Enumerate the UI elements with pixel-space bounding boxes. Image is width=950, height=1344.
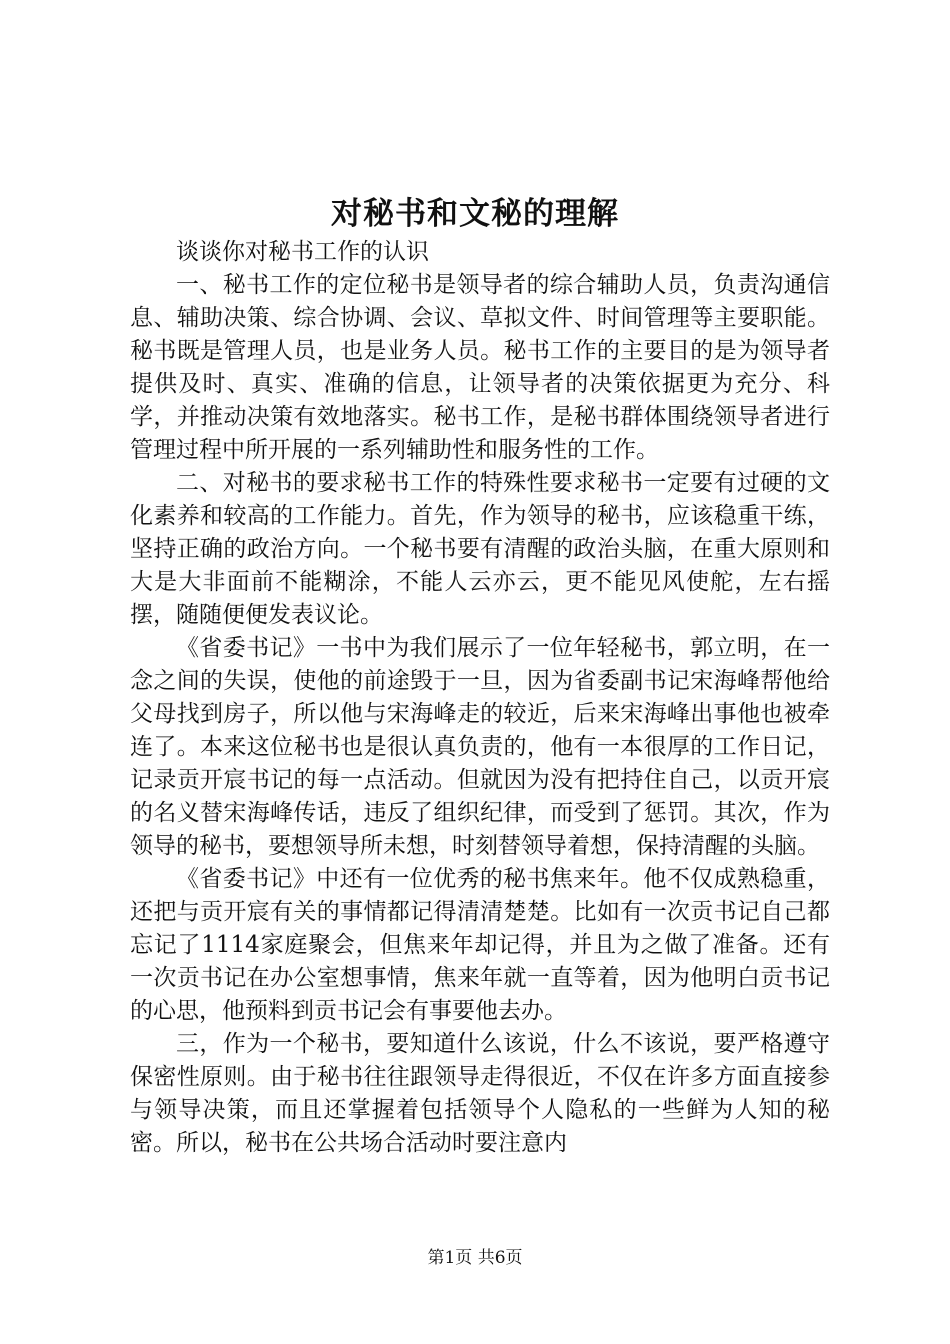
paragraph-2: 一、秘书工作的定位秘书是领导者的综合辅助人员，负责沟通信息、辅助决策、综合协调、会议、草拟文件、时间管理等主要职能。秘书既是管理人员，也是业务人员。秘书工作的主要目的是为领导者提供及时、真实、准确的信息，让领导者的决策依据更为充分、科学，并推动决策有效地落实。秘书工作，是秘书群体围绕领导者进行管理过程中所开展的一系列辅助性和服务性的工作。 [130,272,830,463]
paragraph-4: 《省委书记》一书中为我们展示了一位年轻秘书，郭立明，在一念之间的失误，使他的前途毁于一旦，因为省委副书记宋海峰帮他给父母找到房子，所以他与宋海峰走的较近，后来宋海峰出事他也被牵连了。本来这位秘书也是很认真负责的，他有一本很厚的工作日记，记录贡开宸书记的每一点活动。但就因为没有把持住自己，以贡开宸的名义替宋海峰传话，违反了组织纪律，而受到了惩罚。其次，作为领导的秘书，要想领导所未想，时刻替领导着想，保持清醒的头脑。 [130,635,830,859]
paragraph-6: 三，作为一个秘书，要知道什么该说，什么不该说，要严格遵守保密性原则。由于秘书往往跟领导走得很近，不仅在许多方面直接参与领导决策，而且还掌握着包括领导个人隐私的一些鲜为人知的秘密。所以，秘书在公共场合活动时要注意内 [130,1031,830,1156]
document-body [130,236,830,1160]
paragraph-1: 谈谈你对秘书工作的认识 [176,239,429,265]
paragraph-3: 二、对秘书的要求秘书工作的特殊性要求秘书一定要有过硬的文化素养和较高的工作能力。首先，作为领导的秘书，应该稳重干练，坚持正确的政治方向。一个秘书要有清醒的政治头脑，在重大原则和大是大非面前不能糊涂，不能人云亦云，更不能见风使舵，左右摇摆，随随便便发表议论。 [130,470,830,628]
document-title: 对秘书和文秘的理解 [331,196,619,232]
paragraph-5: 《省委书记》中还有一位优秀的秘书焦来年。他不仅成熟稳重，还把与贡开宸有关的事情都记得清清楚楚。比如有一次贡书记自己都忘记了1114家庭聚会，但焦来年却记得，并且为之做了准备。还有一次贡书记在办公室想事情，焦来年就一直等着，因为他明白贡书记的心思，他预料到贡书记会有事要他去办。 [130,866,830,1024]
page-number-footer: 第1页 共6页 [427,1248,523,1268]
